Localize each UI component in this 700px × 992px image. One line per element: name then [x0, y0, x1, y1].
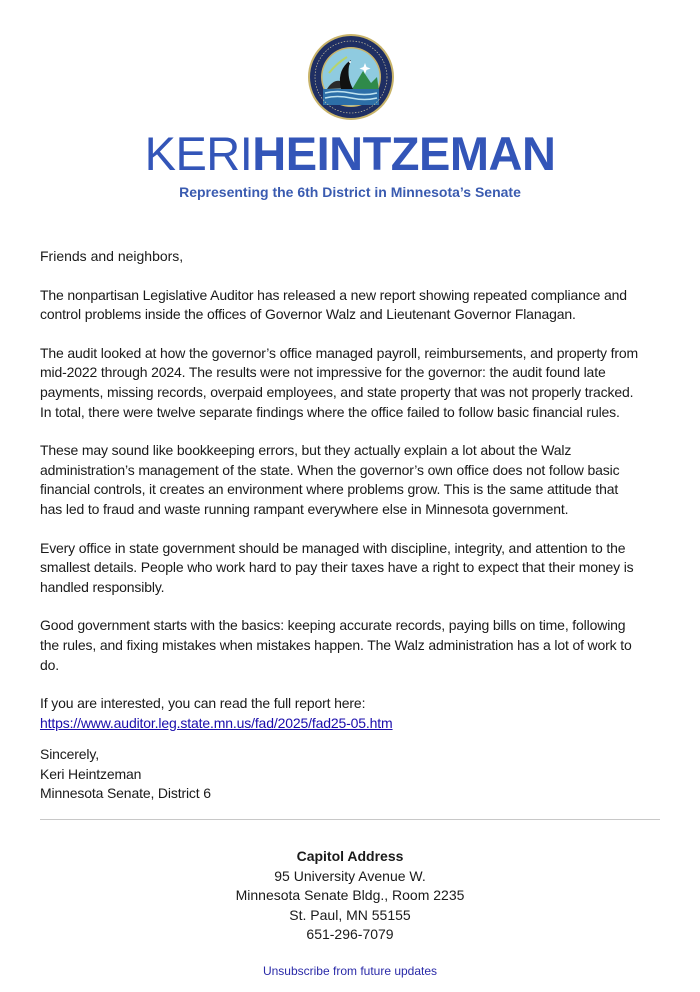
signature [40, 745, 670, 804]
text-line: These may sound like bookkeeping errors, but they actually explain a lot about the Walz [40, 442, 572, 459]
report-link[interactable]: https://www.auditor.leg.state.mn.us/fad/2025/fad25-05.htm [40, 714, 393, 731]
greeting: Friends and neighbors, [40, 248, 184, 264]
text-line: In total, there were twelve separate findings where the office failed to follow basic financial rules. [40, 403, 620, 420]
text-line: Good government starts with the basics: keeping accurate records, paying bills on time, following [40, 617, 626, 634]
text-line: the rules, and fixing mistakes when mistakes happen. The Walz administration has a lot of work to [40, 636, 632, 653]
address-title: Capitol Address [296, 848, 404, 864]
email-body [40, 247, 670, 823]
text-line: The nonpartisan Legislative Auditor has released a new report showing repeated compliance and [40, 286, 627, 303]
address-line: St. Paul, MN 55155 [289, 906, 411, 923]
paragraph-4 [40, 539, 670, 598]
name-first: KERI [144, 127, 253, 180]
phone-number: 651-296-7079 [306, 926, 394, 943]
paragraph-2 [40, 344, 670, 422]
text-line: has led to fraud and waste running rampant everywhere else in Minnesota government. [40, 500, 569, 517]
unsubscribe-link[interactable]: Unsubscribe from future updates [262, 964, 438, 978]
text-line: handled responsibly. [40, 578, 165, 595]
text-line: administration’s management of the state. When the governor’s own office does not follow basic [40, 461, 620, 478]
text-line: The audit looked at how the governor’s office managed payroll, reimbursements, and property from [40, 344, 639, 361]
header-subtitle: Representing the 6th District in Minnesota’s Senate [179, 184, 521, 200]
sender-name-wordmark [0, 128, 700, 180]
text-line: payments, missing records, overpaid employees, and state property that was not properly tracked. [40, 383, 634, 400]
signoff: Sincerely, [40, 746, 99, 763]
minnesota-state-seal-logo [307, 33, 395, 121]
text-line: Every office in state government should be managed with discipline, integrity, and attention to the [40, 539, 626, 556]
footer-divider [40, 819, 660, 820]
text-line: do. [40, 656, 60, 673]
report-paragraph [40, 694, 670, 733]
signature-title: Minnesota Senate, District 6 [40, 785, 211, 802]
signature-name: Keri Heintzeman [40, 765, 142, 782]
text-line: mid-2022 through 2024. The results were not impressive for the governor: the audit found late [40, 364, 606, 381]
paragraph-3 [40, 441, 670, 519]
name-last: HEINTZEMAN [252, 127, 556, 180]
paragraph-5 [40, 616, 670, 675]
footer-address [0, 847, 700, 945]
report-intro: If you are interested, you can read the full report here: [40, 695, 366, 712]
paragraph-1 [40, 286, 670, 325]
text-line: smallest details. People who work hard to pay their taxes have a right to expect that their money is [40, 559, 634, 576]
text-line: control problems inside the offices of Governor Walz and Lieutenant Governor Flanagan. [40, 306, 576, 323]
text-line: financial controls, it creates an environment where problems grow. This is the same attitude that [40, 481, 619, 498]
address-line: 95 University Avenue W. [274, 867, 426, 884]
address-line: Minnesota Senate Bldg., Room 2235 [235, 887, 465, 904]
